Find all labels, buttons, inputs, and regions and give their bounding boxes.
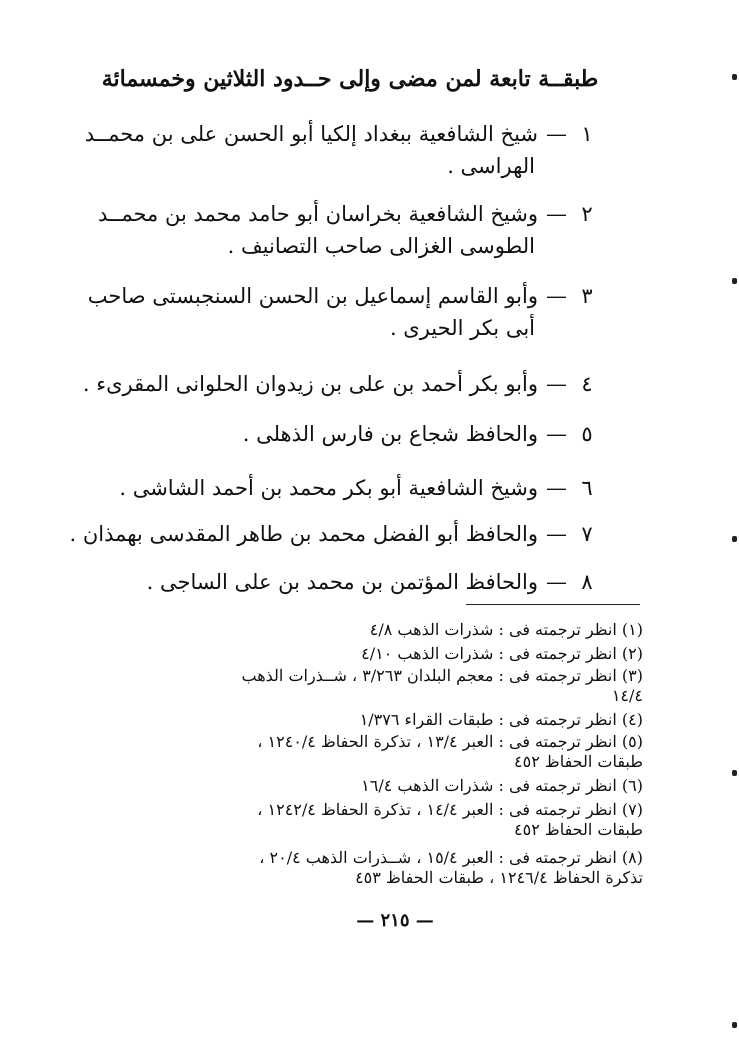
scan-speck (732, 770, 737, 776)
footnote-7 (257, 800, 643, 840)
footnote-3 (241, 666, 643, 706)
footnote-text-continued: طبقات الحفاظ ٤٥٢ (514, 752, 643, 771)
footnote-text: (٤) انظر ترجمته فى : طبقات القراء ١/٣٧٦ (359, 710, 643, 729)
entry-4 (83, 368, 599, 400)
entry-8 (147, 566, 599, 598)
entry-number: ٢ (581, 202, 593, 226)
footnote-text: (٥) انظر ترجمته فى : العبر ١٣/٤ ، تذكرة الحفاظ ١٢٤٠/٤ ، (257, 732, 643, 751)
footnote-8 (259, 848, 643, 888)
scan-speck (732, 536, 737, 542)
entry-dash: — (546, 522, 567, 546)
entry-text: وشيخ الشافعية بخراسان أبو حامد محمد بن محمــد (98, 202, 538, 226)
scan-speck (732, 1022, 737, 1028)
entry-number: ٣ (581, 284, 593, 308)
footnote-1 (370, 620, 643, 640)
scan-speck (732, 278, 737, 284)
entry-7 (69, 518, 599, 550)
footnote-text: (٧) انظر ترجمته فى : العبر ١٤/٤ ، تذكرة الحفاظ ١٢٤٢/٤ ، (257, 800, 643, 819)
entry-text: والحافظ المؤتمن بن محمد بن على الساجى . (146, 570, 538, 594)
footnote-text: (٨) انظر ترجمته فى : العبر ١٥/٤ ، شــذرات الذهب ٢٠/٤ ، (259, 848, 643, 867)
footnote-4 (360, 710, 643, 730)
footnote-2 (361, 644, 643, 664)
entry-number: ١ (581, 122, 593, 146)
footnote-text-continued: ١٤/٤ (611, 686, 643, 705)
page-title: طبقــة تابعة لمن مضى وإلى حــدود الثلاثين وخمسمائة (101, 66, 599, 92)
entry-6 (119, 472, 599, 504)
footnote-text: (٦) انظر ترجمته فى : شذرات الذهب ١٦/٤ (361, 776, 643, 795)
entry-dash: — (546, 422, 567, 446)
entry-number: ٥ (581, 422, 593, 446)
entry-number: ٨ (581, 570, 593, 594)
entry-dash: — (546, 372, 567, 396)
entry-number: ٤ (581, 372, 593, 396)
entry-text-continued: أبى بكر الحيرى . (389, 316, 535, 340)
footnote-text-continued: طبقات الحفاظ ٤٥٢ (514, 820, 643, 839)
entry-text: وأبو القاسم إسماعيل بن الحسن السنجبستى صاحب (87, 284, 538, 308)
footnote-text: (٢) انظر ترجمته فى : شذرات الذهب ٤/١٠ (361, 644, 643, 663)
entry-dash: — (546, 476, 567, 500)
entry-text-continued: الهراسى . (447, 154, 535, 178)
entry-dash: — (546, 570, 567, 594)
entry-number: ٦ (581, 476, 593, 500)
footnote-5 (257, 732, 643, 772)
footnote-6 (361, 776, 643, 796)
footnote-text: (١) انظر ترجمته فى : شذرات الذهب ٤/٨ (369, 620, 643, 639)
footnote-divider (466, 604, 640, 605)
entry-dash: — (546, 284, 567, 308)
footnote-text-continued: تذكرة الحفاظ ١٢٤٦/٤ ، طبقات الحفاظ ٤٥٣ (355, 868, 643, 887)
scan-speck (732, 74, 737, 80)
footnote-text: (٣) انظر ترجمته فى : معجم البلدان ٣/٢٦٣ ، شــذرات الذهب (241, 666, 643, 685)
entry-text: وأبو بكر أحمد بن على بن زيدوان الحلوانى المقرىء . (82, 372, 538, 396)
entry-text: والحافظ أبو الفضل محمد بن طاهر المقدسى بهمذان . (69, 522, 538, 546)
entry-text: والحافظ شجاع بن فارس الذهلى . (242, 422, 538, 446)
entry-5 (243, 418, 599, 450)
entry-text-continued: الطوسى الغزالى صاحب التصانيف . (227, 234, 535, 258)
entry-number: ٧ (581, 522, 593, 546)
entry-text: شيخ الشافعية ببغداد إلكيا أبو الحسن على بن محمــد (84, 122, 538, 146)
entry-2 (98, 198, 599, 262)
entry-dash: — (546, 122, 567, 146)
entry-dash: — (546, 202, 567, 226)
entry-3 (88, 280, 599, 344)
entry-1 (85, 118, 599, 182)
entry-text: وشيخ الشافعية أبو بكر محمد بن أحمد الشاشى . (119, 476, 538, 500)
page-number: — ٢١٥ — (356, 910, 434, 931)
